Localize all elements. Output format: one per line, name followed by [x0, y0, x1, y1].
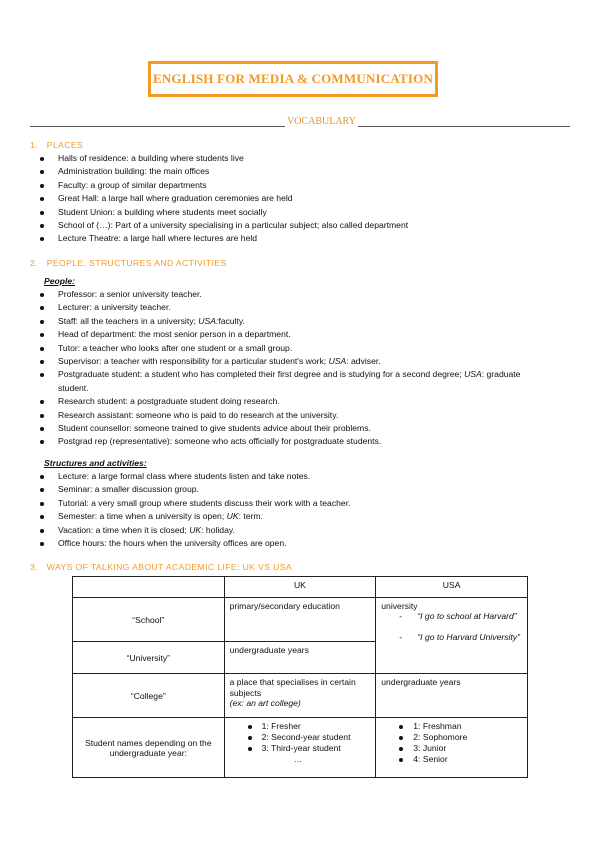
section-places-heading: 1. PLACES	[30, 140, 84, 150]
usa-university-label: university	[381, 601, 418, 611]
structures-list	[38, 470, 538, 550]
section-ways-heading: 3. WAYS OF TALKING ABOUT ACADEMIC LIFE: UK VS USA	[30, 562, 293, 572]
structures-subheading: Structures and activities:	[44, 458, 147, 468]
cell-years-usa	[376, 718, 528, 778]
uk-years-list	[230, 721, 371, 754]
list-item: 4: Senior	[381, 754, 522, 765]
cell-college-uk: a place that specialises in certain subjects (ex: an art college)	[224, 674, 376, 718]
vocabulary-label: VOCABULARY	[287, 116, 356, 127]
list-item: 2: Second-year student	[230, 732, 371, 743]
section-people-heading: 2. PEOPLE, STRUCTURES AND ACTIVITIES	[30, 258, 227, 268]
list-item: 3: Junior	[381, 743, 522, 754]
list-item: Research student: a postgraduate student doing research.	[38, 395, 538, 408]
list-item: Lecture Theatre: a large hall where lectures are held	[38, 232, 538, 245]
cell-school-uk: primary/secondary education	[224, 598, 376, 642]
list-item: 1: Fresher	[230, 721, 371, 732]
people-list	[38, 288, 538, 449]
uk-years-ellipsis: …	[293, 754, 303, 764]
list-item: 2: Sophomore	[381, 732, 522, 743]
list-item: Lecture: a large formal class where students listen and take notes.	[38, 470, 538, 483]
list-item: Semester: a time when a university is open; UK: term.	[38, 510, 538, 523]
list-item: Halls of residence: a building where students live	[38, 152, 538, 165]
list-item: Staff: all the teachers in a university; USA:faculty.	[38, 315, 538, 328]
table-header-empty	[73, 577, 225, 598]
places-list	[38, 152, 538, 246]
list-item: Tutorial: a very small group where students discuss their work with a teacher.	[38, 497, 538, 510]
list-item: Great Hall: a large hall where graduation ceremonies are held	[38, 192, 538, 205]
list-item: Seminar: a smaller discussion group.	[38, 483, 538, 496]
people-subheading: People:	[44, 276, 76, 286]
list-item: Postgrad rep (representative): someone who acts officially for postgraduate students.	[38, 435, 538, 448]
list-item: 3: Third-year student	[230, 743, 371, 754]
usa-quote-university: - “I go to Harvard University”	[381, 632, 522, 643]
row-university: “University”	[73, 642, 225, 674]
title-box	[148, 61, 438, 97]
list-item: Vacation: a time when it is closed; UK: holiday.	[38, 524, 538, 537]
list-item: Student Union: a building where students meet socially	[38, 206, 538, 219]
cell-years-uk	[224, 718, 376, 778]
usa-quote-school: - “I go to school at Harvard”	[381, 611, 522, 622]
list-item: Research assistant: someone who is paid to do research at the university.	[38, 409, 538, 422]
uk-usa-table	[72, 576, 528, 778]
list-item: Head of department: the most senior person in a department.	[38, 328, 538, 341]
cell-university-uk: undergraduate years	[224, 642, 376, 674]
list-item: Professor: a senior university teacher.	[38, 288, 538, 301]
list-item: Faculty: a group of similar departments	[38, 179, 538, 192]
vocabulary-heading	[30, 117, 570, 129]
cell-school-university-usa	[376, 598, 528, 674]
list-item: Office hours: the hours when the university offices are open.	[38, 537, 538, 550]
list-item: Postgraduate student: a student who has completed their first degree and is studying for a second degree; USA: graduate student.	[38, 368, 528, 395]
list-item: Tutor: a teacher who looks after one student or a small group.	[38, 342, 538, 355]
table-header-uk: UK	[224, 577, 376, 598]
document-title: ENGLISH FOR MEDIA & COMMUNICATION	[152, 71, 434, 86]
cell-college-usa: undergraduate years	[376, 674, 528, 718]
list-item: Lecturer: a university teacher.	[38, 301, 538, 314]
row-school: “School”	[73, 598, 225, 642]
list-item: Supervisor: a teacher with responsibility for a particular student's work; USA: adviser.	[38, 355, 538, 368]
list-item: School of (…): Part of a university specialising in a particular subject; also called department	[38, 219, 538, 232]
usa-years-list	[381, 721, 522, 765]
list-item: 1: Freshman	[381, 721, 522, 732]
list-item: Administration building: the main offices	[38, 165, 538, 178]
list-item: Student counsellor: someone trained to give students advice about their problems.	[38, 422, 538, 435]
table-header-usa: USA	[376, 577, 528, 598]
row-student-names: Student names depending on the undergraduate year:	[73, 718, 225, 778]
row-college: “College”	[73, 674, 225, 718]
